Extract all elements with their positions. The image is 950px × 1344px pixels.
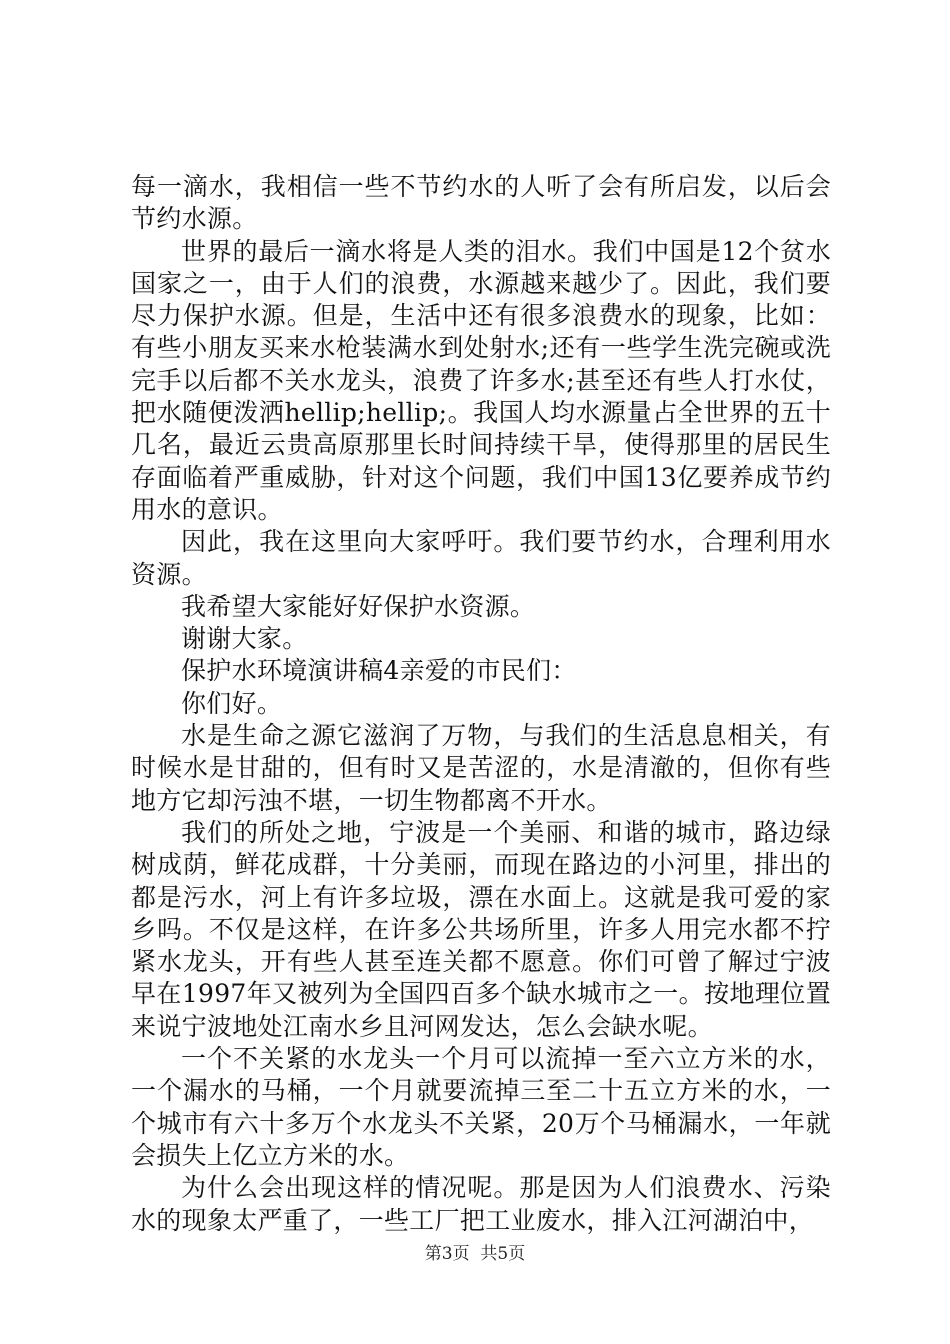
paragraph: 因此，我在这里向大家呼吁。我们要节约水，合理利用水资源。 bbox=[131, 527, 831, 589]
page-footer bbox=[0, 1244, 950, 1264]
greeting: 你们好。 bbox=[181, 688, 283, 718]
paragraph: 我们的所处之地，宁波是一个美丽、和谐的城市，路边绿树成荫，鲜花成群，十分美丽，而现在路边的小河里，排出的都是污水，河上有许多垃圾，漂在水面上。这就是我可爱的家乡吗。不仅是这样，在许多公共场所里，许多人用完水都不拧紧水龙头，开有些人甚至连关都不愿意。你们可曾了解过宁波早在1997年又被列为全国四百多个缺水城市之一。按地理位置来说宁波地处江南水乡且河网发达，怎么会缺水呢。 bbox=[131, 817, 831, 1041]
paragraph: 一个不关紧的水龙头一个月可以流掉一至六立方米的水，一个漏水的马桶，一个月就要流掉三至二十五立方米的水，一个城市有六十多万个水龙头不关紧，20万个马桶漏水，一年就会损失上亿立方米的水。 bbox=[131, 1044, 831, 1170]
paragraph: 我希望大家能好好保护水资源。 bbox=[181, 591, 536, 621]
paragraph: 水是生命之源它滋润了万物，与我们的生活息息相关，有时候水是甘甜的，但有时又是苦涩的，水是清澈的，但你有些地方它却污浊不堪，一切生物都离不开水。 bbox=[131, 721, 831, 815]
paragraph: 为什么会出现这样的情况呢。那是因为人们浪费水、污染水的现象太严重了，一些工厂把工业废水，排入江河湖泊中， bbox=[131, 1173, 831, 1235]
paragraph-continuation: 每一滴水，我相信一些不节约水的人听了会有所启发，以后会节约水源。 bbox=[131, 172, 831, 234]
page-total: 共5页 bbox=[480, 1244, 526, 1264]
paragraph: 谢谢大家。 bbox=[181, 624, 308, 654]
page-number: 第3页 bbox=[424, 1244, 470, 1264]
paragraph: 世界的最后一滴水将是人类的泪水。我们中国是12个贫水国家之一，由于人们的浪费，水源越来越少了。因此，我们要尽力保护水源。但是，生活中还有很多浪费水的现象，比如：有些小朋友买来水枪装满水到处射水;还有一些学生洗完碗或洗完手以后都不关水龙头，浪费了许多水;甚至还有些人打水仗，把水随便泼洒hellip;hellip;。我国人均水源量占全世界的五十几名，最近云贵高原那里长时间持续干旱，使得那里的居民生存面临着严重威胁，针对这个问题，我们中国13亿要养成节约用水的意识。 bbox=[131, 236, 831, 524]
document-body bbox=[131, 171, 831, 1237]
section-heading: 保护水环境演讲稿4亲爱的市民们： bbox=[181, 656, 577, 686]
